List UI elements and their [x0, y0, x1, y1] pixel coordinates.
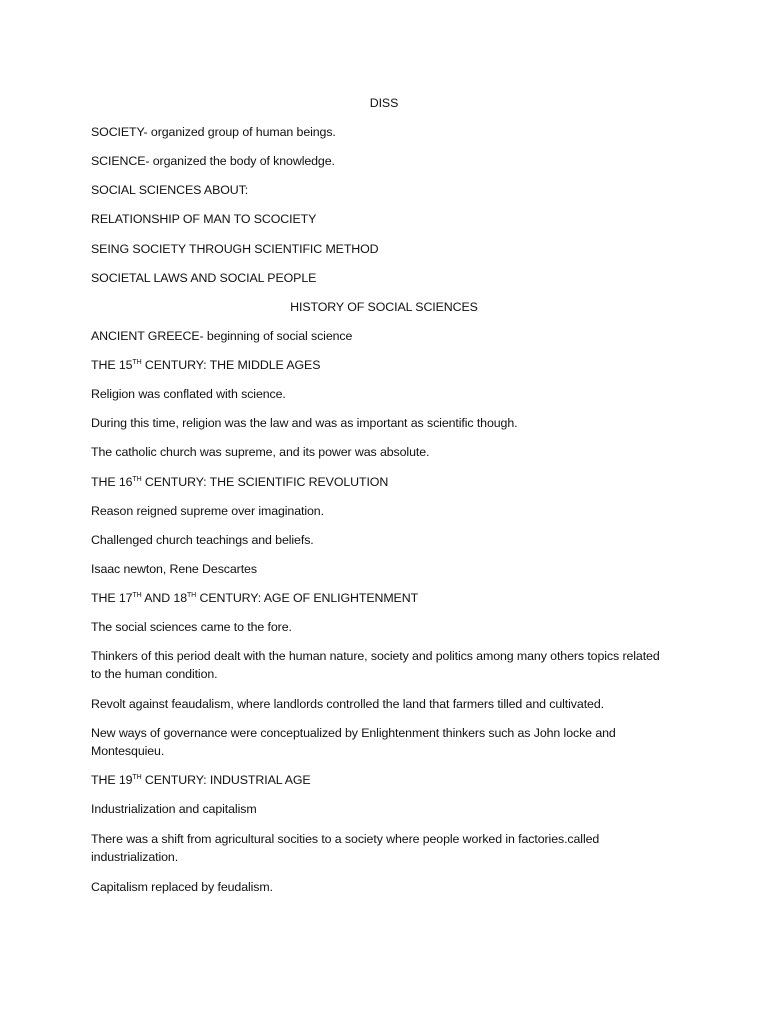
revolt-line: Revolt against feaudalism, where landlords controlled the land that farmers tilled and cultivated.: [91, 697, 604, 711]
thinkers-paragraph: Thinkers of this period dealt with the human nature, society and politics among many others topics related to the human condition.: [91, 649, 660, 681]
religion-conflated-line: Religion was conflated with science.: [91, 387, 286, 401]
isaac-newton-line: Isaac newton, Rene Descartes: [91, 562, 257, 576]
society-definition: SOCIETY- organized group of human beings.: [91, 125, 336, 139]
ancient-greece-line: ANCIENT GREECE- beginning of social science: [91, 329, 353, 343]
challenged-church-line: Challenged church teachings and beliefs.: [91, 533, 314, 547]
industrialization-capitalism-line: Industrialization and capitalism: [91, 802, 257, 816]
capitalism-replaced-line: Capitalism replaced by feudalism.: [91, 880, 273, 894]
relationship-line: RELATIONSHIP OF MAN TO SCOCIETY: [91, 212, 317, 226]
societal-laws-line: SOCIETAL LAWS AND SOCIAL PEOPLE: [91, 271, 317, 285]
science-definition: SCIENCE- organized the body of knowledge.: [91, 154, 335, 168]
heading-17th-18th-century: THE 17TH AND 18TH CENTURY: AGE OF ENLIGHTENMENT: [91, 591, 419, 605]
reason-reigned-line: Reason reigned supreme over imagination.: [91, 504, 324, 518]
document-title: DISS: [369, 96, 399, 110]
heading-15th-century: THE 15TH CENTURY: THE MIDDLE AGES: [91, 358, 321, 372]
catholic-church-line: The catholic church was supreme, and its power was absolute.: [91, 445, 430, 459]
new-ways-paragraph: New ways of governance were conceptualized by Enlightenment thinkers such as John locke and Montesquieu.: [91, 726, 616, 758]
social-sciences-about: SOCIAL SCIENCES ABOUT:: [91, 183, 249, 197]
heading-19th-century: THE 19TH CENTURY: INDUSTRIAL AGE: [91, 773, 311, 787]
shift-paragraph: There was a shift from agricultural socities to a society where people worked in factories.called industrialization.: [91, 832, 600, 864]
social-sciences-fore-line: The social sciences came to the fore.: [91, 620, 292, 634]
heading-16th-century: THE 16TH CENTURY: THE SCIENTIFIC REVOLUTION: [91, 475, 389, 489]
seing-society-line: SEING SOCIETY THROUGH SCIENTIFIC METHOD: [91, 242, 379, 256]
history-heading: HISTORY OF SOCIAL SCIENCES: [290, 300, 478, 314]
during-this-time-line: During this time, religion was the law and was as important as scientific though.: [91, 416, 518, 430]
